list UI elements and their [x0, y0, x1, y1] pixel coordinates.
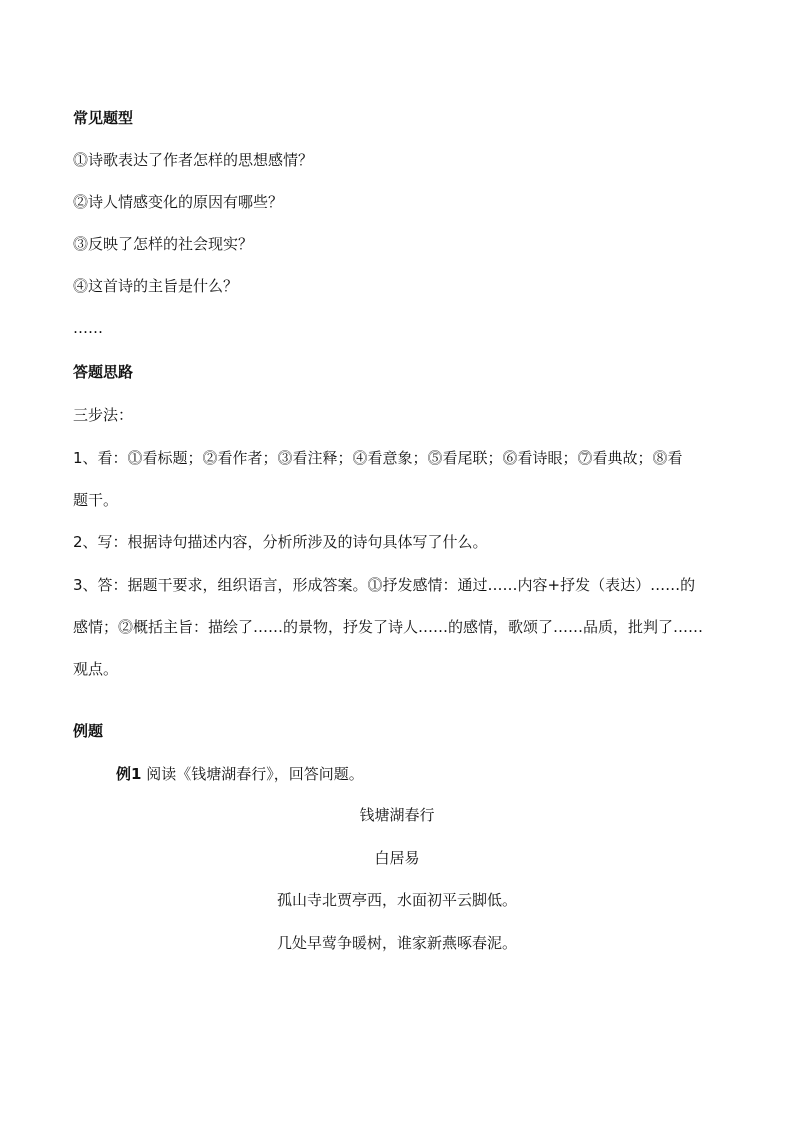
poem-author: 白居易 — [374, 849, 420, 867]
question-type-4: ⓸这首诗的主旨是什么？ — [73, 277, 239, 295]
heading-answer-approach: 答题思路 — [73, 363, 134, 381]
poem-title: 钱塘湖春行 — [359, 806, 435, 824]
three-step-intro: 三步法： — [73, 406, 134, 424]
example-label: 例1 — [116, 765, 142, 783]
question-type-3: ⓷反映了怎样的社会现实？ — [73, 235, 254, 253]
question-type-2: ⓶诗人情感变化的原因有哪些？ — [73, 193, 284, 211]
step3-line2: 感情；⓶概括主旨：描绘了……的景物，抒发了诗人……的感情，歌颂了……品质，批判了…… — [73, 618, 704, 636]
ellipsis: …… — [73, 319, 103, 337]
example-1 — [116, 764, 734, 784]
example-instruction: 阅读《钱塘湖春行》，回答问题。 — [146, 765, 364, 783]
step3-line1: 3、答：据题干要求，组织语言，形成答案。⓵抒发感情：通过……内容+抒发（表达）……的 — [73, 576, 696, 594]
heading-common-question-types: 常见题型 — [73, 109, 134, 127]
question-type-1: ⓵诗歌表达了作者怎样的思想感情？ — [73, 151, 314, 169]
step1-line2: 题干。 — [73, 491, 119, 509]
step2: 2、写：根据诗句描述内容，分析所涉及的诗句具体写了什么。 — [73, 533, 488, 551]
poem-line-2: 几处早莺争暖树，谁家新燕啄春泥。 — [276, 934, 517, 952]
step1-line1: 1、看：⓵看标题；⓶看作者；⓷看注释；⓸看意象；⓹看尾联；⓺看诗眼；⓻看典故；⓼看 — [73, 449, 683, 467]
heading-examples: 例题 — [73, 722, 104, 740]
poem-line-1: 孤山寺北贾亭西，水面初平云脚低。 — [276, 891, 517, 909]
step3-line3: 观点。 — [73, 660, 119, 678]
